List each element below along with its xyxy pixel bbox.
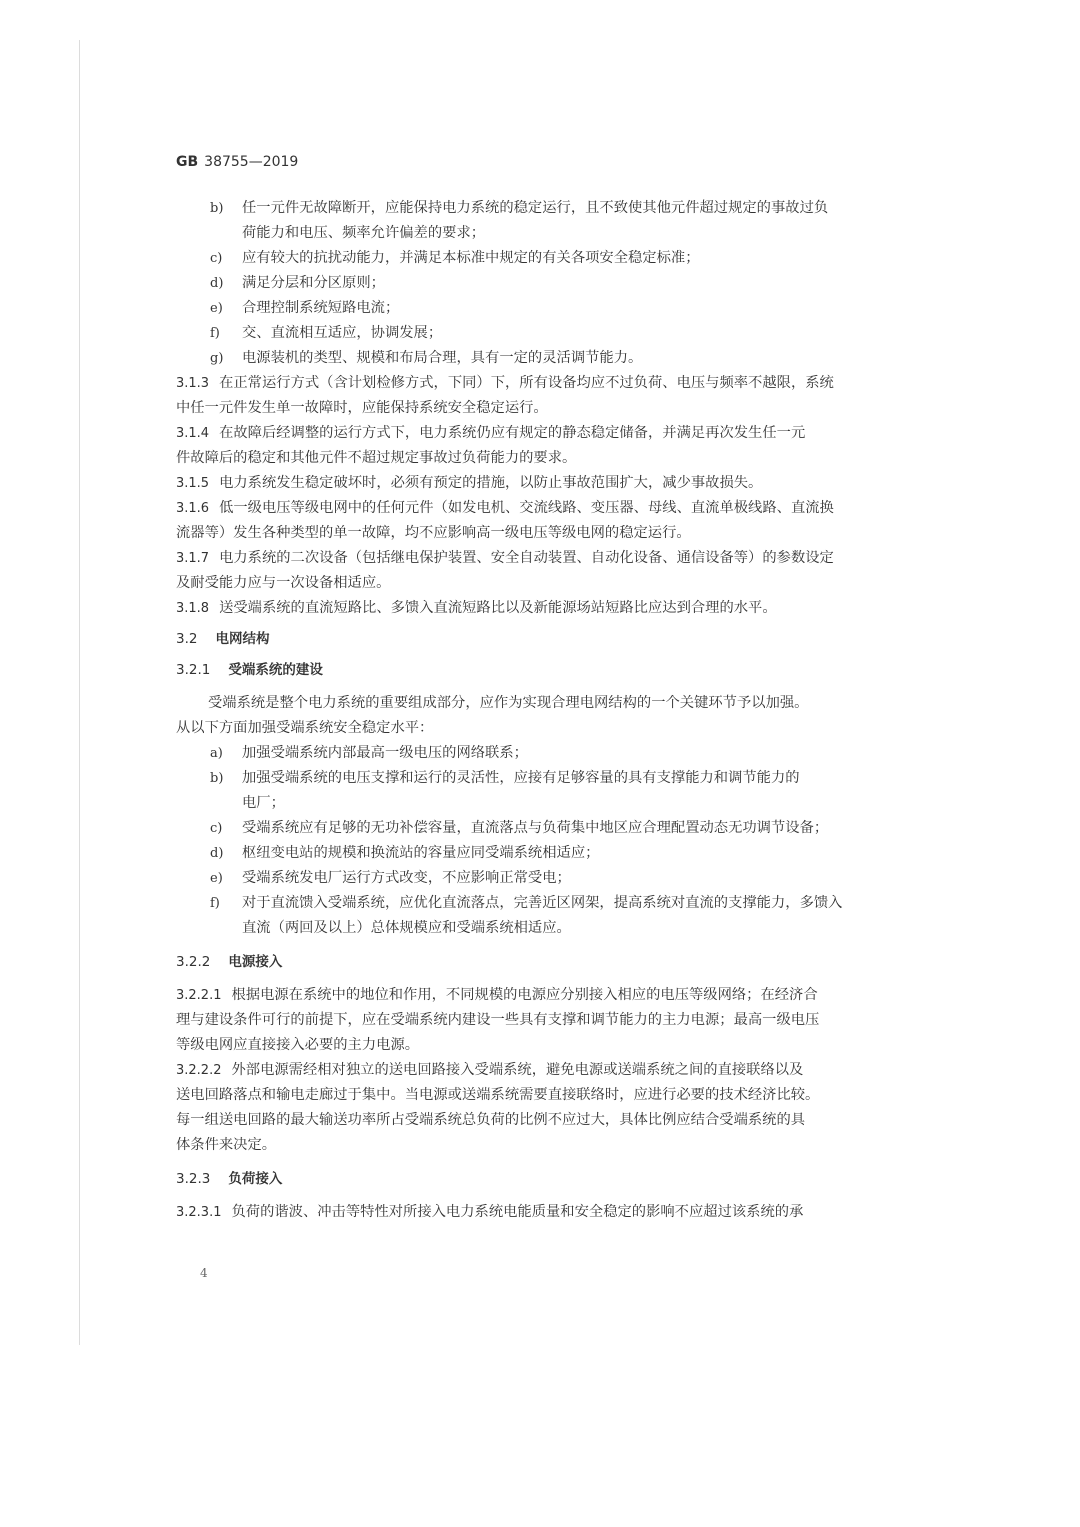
clause-text: 电力系统的二次设备（包括继电保护装置、安全自动装置、自动化设备、通信设备等）的参数设定 xyxy=(219,550,834,566)
list-item-text xyxy=(242,766,900,816)
text-line: 受端系统应有足够的无功补偿容量，直流落点与负荷集中地区应合理配置动态无功调节设备； xyxy=(242,820,829,836)
list-item-text xyxy=(242,321,900,346)
text-line xyxy=(176,571,900,596)
text-line xyxy=(176,1008,900,1033)
requirements-list-1 xyxy=(176,196,900,371)
document-header xyxy=(176,154,298,170)
list-item-text xyxy=(242,346,900,371)
clause xyxy=(176,471,900,496)
text-line: 直流（两回及以上）总体规模应和受端系统相适应。 xyxy=(242,920,571,936)
paragraph-3-2-1 xyxy=(176,691,900,741)
text-line xyxy=(176,371,900,396)
list-marker: b) xyxy=(210,201,224,216)
clause-number: 3.1.6 xyxy=(176,501,210,516)
clause-number: 3.2.3.1 xyxy=(176,1205,222,1220)
text-line xyxy=(176,546,900,571)
text-line: 电厂； xyxy=(242,795,285,811)
list-item xyxy=(176,246,900,271)
text-line xyxy=(176,396,900,421)
list-marker: c) xyxy=(210,251,223,266)
list-item xyxy=(176,271,900,296)
text-line xyxy=(176,496,900,521)
text-line: 荷能力和电压、频率允许偏差的要求； xyxy=(242,225,486,241)
list-item xyxy=(176,346,900,371)
text-line xyxy=(176,983,900,1008)
text-line xyxy=(176,1058,900,1083)
clause-number: 3.1.7 xyxy=(176,551,210,566)
page-number: 4 xyxy=(200,1266,208,1280)
list-item-text xyxy=(242,816,900,841)
list-marker: e) xyxy=(210,871,223,886)
list-item xyxy=(176,196,900,246)
clause xyxy=(176,421,900,471)
list-marker: f) xyxy=(210,326,220,341)
text-line: 满足分层和分区原则； xyxy=(242,275,385,291)
list-item xyxy=(176,891,900,941)
clauses-3-2-3 xyxy=(176,1200,900,1225)
list-item xyxy=(176,866,900,891)
clause-number: 3.1.3 xyxy=(176,376,210,391)
clause-text: 根据电源在系统中的地位和作用，不同规模的电源应分别接入相应的电压等级网络；在经济合 xyxy=(231,987,818,1003)
clause-text: 在故障后经调整的运行方式下，电力系统仍应有规定的静态稳定储备，并满足再次发生任一元 xyxy=(219,425,806,441)
list-item xyxy=(176,841,900,866)
list-item-text xyxy=(242,841,900,866)
clause-number: 3.1.4 xyxy=(176,426,210,441)
list-item xyxy=(176,816,900,841)
text-line xyxy=(176,521,900,546)
clause-text: 电力系统发生稳定破坏时，必须有预定的措施，以防止事故范围扩大，减少事故损失。 xyxy=(219,475,763,491)
list-item-text xyxy=(242,741,900,766)
heading-title: 电源接入 xyxy=(228,954,283,970)
text-line xyxy=(176,1133,900,1158)
clause-text: 体条件来决定。 xyxy=(176,1137,277,1153)
standard-number: 38755—2019 xyxy=(204,154,299,170)
clause-text: 每一组送电回路的最大输送功率所占受端系统总负荷的比例不应过大，具体比例应结合受端系统的具 xyxy=(176,1112,806,1128)
text-line xyxy=(176,471,900,496)
clause xyxy=(176,1200,900,1225)
text-line xyxy=(176,1108,900,1133)
clause xyxy=(176,596,900,621)
heading-number: 3.2 xyxy=(176,631,198,647)
text-line: 加强受端系统的电压支撑和运行的灵活性，应接有足够容量的具有支撑能力和调节能力的 xyxy=(242,770,800,786)
text-line: 任一元件无故障断开，应能保持电力系统的稳定运行，且不致使其他元件超过规定的事故过负 xyxy=(242,200,829,216)
clause-text: 等级电网应直接接入必要的主力电源。 xyxy=(176,1037,420,1053)
clauses-3-2-2 xyxy=(176,983,900,1158)
text-line xyxy=(176,1033,900,1058)
clause-text: 在正常运行方式（含计划检修方式，下同）下，所有设备均应不过负荷、电压与频率不越限，系统 xyxy=(219,375,834,391)
heading-number: 3.2.2 xyxy=(176,954,211,970)
clause-text: 中任一元件发生单一故障时，应能保持系统安全稳定运行。 xyxy=(176,400,548,416)
clause xyxy=(176,983,900,1058)
list-item-text xyxy=(242,891,900,941)
list-item xyxy=(176,321,900,346)
clause xyxy=(176,546,900,596)
list-marker: d) xyxy=(210,846,224,861)
list-item-text xyxy=(242,296,900,321)
clause-text: 送受端系统的直流短路比、多馈入直流短路比以及新能源场站短路比应达到合理的水平。 xyxy=(219,600,777,616)
heading-title: 电网结构 xyxy=(215,631,270,647)
document-body xyxy=(176,196,900,1225)
text-line: 电源装机的类型、规模和布局合理，具有一定的灵活调节能力。 xyxy=(242,350,643,366)
text-line: 从以下方面加强受端系统安全稳定水平： xyxy=(176,720,434,736)
clause-text: 送电回路落点和输电走廊过于集中。当电源或送端系统需要直接联络时，应进行必要的技术经济比较。 xyxy=(176,1087,820,1103)
clause-text: 低一级电压等级电网中的任何元件（如发电机、交流线路、变压器、母线、直流单极线路、直流换 xyxy=(219,500,834,516)
text-line: 对于直流馈入受端系统，应优化直流落点，完善近区网架，提高系统对直流的支撑能力，多馈入 xyxy=(242,895,843,911)
clause-number: 3.2.2.2 xyxy=(176,1063,222,1078)
list-item xyxy=(176,296,900,321)
text-line xyxy=(176,1200,900,1225)
clause-text: 流器等）发生各种类型的单一故障，均不应影响高一级电压等级电网的稳定运行。 xyxy=(176,525,691,541)
clause-text: 理与建设条件可行的前提下，应在受端系统内建设一些具有支撑和调节能力的主力电源；最高一级电压 xyxy=(176,1012,820,1028)
list-item-text xyxy=(242,271,900,296)
clause-number: 3.2.2.1 xyxy=(176,988,222,1003)
heading-number: 3.2.1 xyxy=(176,662,211,678)
list-marker: g) xyxy=(210,351,224,366)
heading-title: 受端系统的建设 xyxy=(228,662,323,678)
clause-number: 3.1.8 xyxy=(176,601,210,616)
clause-number: 3.1.5 xyxy=(176,476,210,491)
text-line: 加强受端系统内部最高一级电压的网络联系； xyxy=(242,745,528,761)
list-marker: c) xyxy=(210,821,223,836)
page-binding-line xyxy=(79,40,80,1345)
standard-code: GB xyxy=(176,154,199,170)
heading-3-2 xyxy=(176,629,900,649)
text-line: 枢纽变电站的规模和换流站的容量应同受端系统相适应； xyxy=(242,845,600,861)
text-line: 合理控制系统短路电流； xyxy=(242,300,400,316)
list-item xyxy=(176,741,900,766)
clause-text: 及耐受能力应与一次设备相适应。 xyxy=(176,575,391,591)
clause xyxy=(176,496,900,546)
heading-3-2-3 xyxy=(176,1169,900,1189)
text-line: 受端系统发电厂运行方式改变，不应影响正常受电； xyxy=(242,870,571,886)
list-item-text xyxy=(242,196,900,246)
heading-number: 3.2.3 xyxy=(176,1171,211,1187)
list-item-text xyxy=(242,246,900,271)
heading-title: 负荷接入 xyxy=(228,1171,283,1187)
text-line xyxy=(176,421,900,446)
list-marker: e) xyxy=(210,301,223,316)
list-marker: d) xyxy=(210,276,224,291)
text-line: 受端系统是整个电力系统的重要组成部分，应作为实现合理电网结构的一个关键环节予以加强。 xyxy=(208,695,809,711)
clause xyxy=(176,1058,900,1158)
clause-text: 外部电源需经相对独立的送电回路接入受端系统，避免电源或送端系统之间的直接联络以及 xyxy=(231,1062,804,1078)
list-item-text xyxy=(242,866,900,891)
text-line xyxy=(176,446,900,471)
clauses-3-1 xyxy=(176,371,900,621)
list-marker: f) xyxy=(210,896,220,911)
list-marker: a) xyxy=(210,746,223,761)
heading-3-2-1 xyxy=(176,660,900,680)
clause-text: 件故障后的稳定和其他元件不超过规定事故过负荷能力的要求。 xyxy=(176,450,577,466)
text-line: 应有较大的抗扰动能力，并满足本标准中规定的有关各项安全稳定标准； xyxy=(242,250,700,266)
text-line xyxy=(176,596,900,621)
list-marker: b) xyxy=(210,771,224,786)
heading-3-2-2 xyxy=(176,952,900,972)
requirements-list-2 xyxy=(176,741,900,941)
clause-text: 负荷的谐波、冲击等特性对所接入电力系统电能质量和安全稳定的影响不应超过该系统的承 xyxy=(231,1204,804,1220)
text-line: 交、直流相互适应，协调发展； xyxy=(242,325,443,341)
clause xyxy=(176,371,900,421)
text-line xyxy=(176,1083,900,1108)
list-item xyxy=(176,766,900,816)
